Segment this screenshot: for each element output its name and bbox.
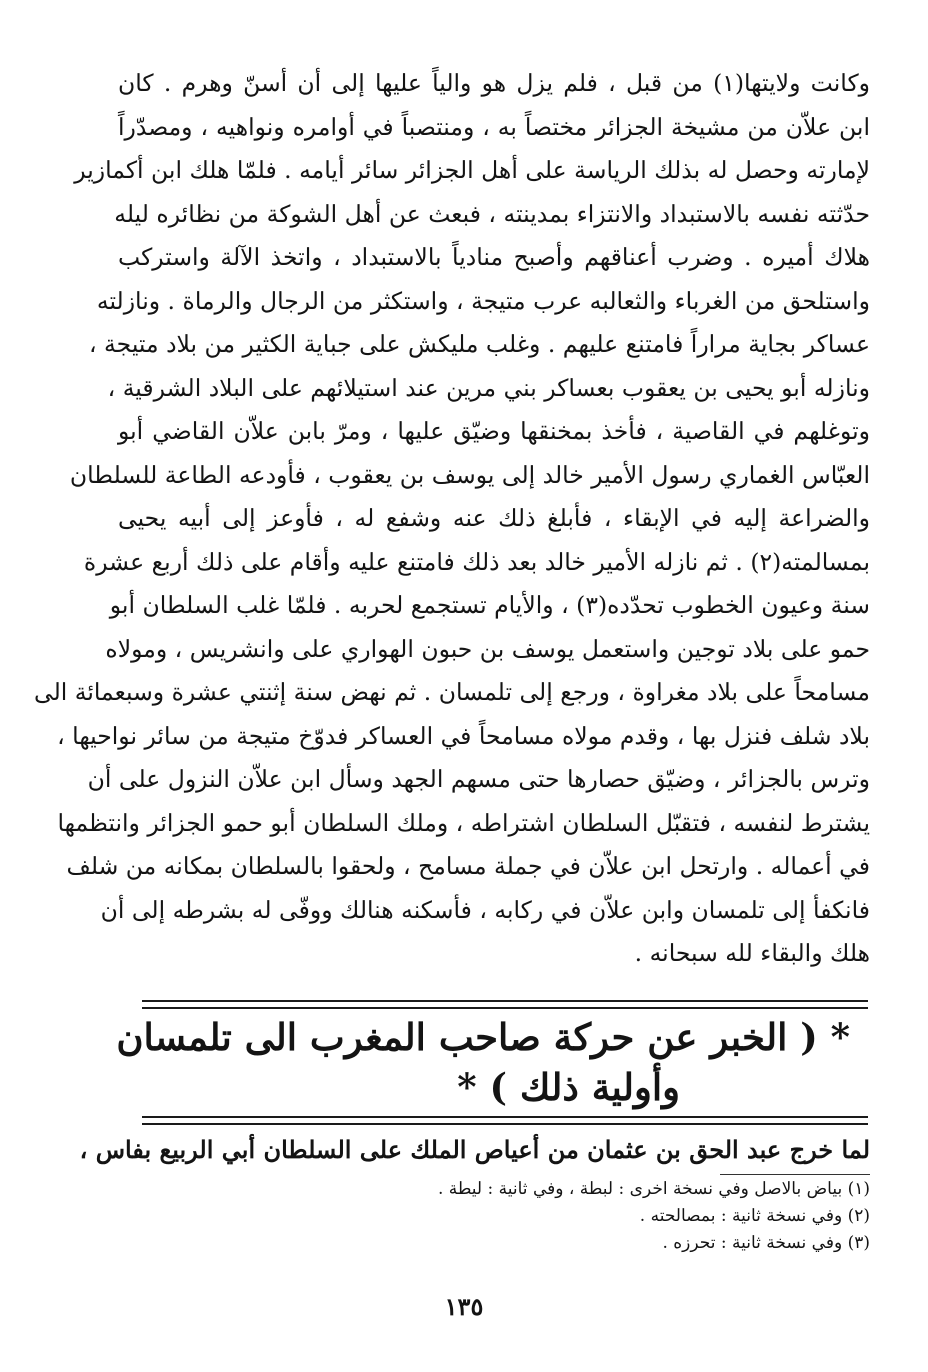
text-line: ونازله أبو يحيى بن يعقوب بعساكر بني مرين عند استيلائهم على البلاد الشرقية ، <box>107 373 870 402</box>
section-first-line: لما خرج عبد الحق بن عثمان من أعياص الملك على السلطان أبي الربيع بفاس ، <box>79 1135 870 1164</box>
text-line: عساكر بجاية مراراً فامتنع عليهم . وغلب مليكش على جباية الكثير من بلاد متيجة ، <box>89 330 870 358</box>
section-rule-bottom <box>142 1116 868 1125</box>
section-rule-top <box>142 1000 868 1009</box>
text-line: حدّثته نفسه بالاستبداد والانتزاء بمدينته ، فبعث عن أهل الشوكة من نظائره ليله <box>114 199 870 228</box>
footnote: (١) بياض بالاصل وفي نسخة اخرى : لبطة ، وفي ثانية : ليطة . <box>437 1179 870 1199</box>
footnotes <box>370 1176 870 1257</box>
text-line: واستلحق من الغرباء والثعالبه عرب متيجة ، واستكثر من الرجال والرماة . ونازلته <box>96 286 870 315</box>
footnote: (٣) وفي نسخة ثانية : تحرزه . <box>662 1233 870 1253</box>
text-line: بلاد شلف فنزل بها ، وقدم مولاه مسامحاً في العساكر فدوّخ متيجة من سائر نواحيها ، <box>57 721 870 750</box>
text-line: مسامحاً على بلاد مغراوة ، ورجع إلى تلمسان . ثم نهض سنة إثنتي عشرة وسبعمائة الى <box>34 678 870 706</box>
text-line: وكانت ولايتها(١) من قبل ، فلم يزل هو والياً عليها إلى أن أسنّ وهرم . كان <box>118 69 870 97</box>
section-heading-line-2: وأولية ذلك ) * <box>457 1065 680 1109</box>
footnote: (٢) وفي نسخة ثانية : بمصالحته . <box>639 1206 870 1226</box>
text-line: في أعماله . وارتحل ابن علاّن في جملة مسامح ، ولحقوا بالسلطان بمكانه من شلف <box>66 852 870 880</box>
text-line: ابن علاّن من مشيخة الجزائر مختصاً به ، ومنتصباً في أوامره ونواهيه ، ومصدّراً <box>118 112 870 141</box>
text-line: فانكفأ إلى تلمسان وابن علاّن في ركابه ، فأسكنه هنالك ووفّى له بشرطه إلى أن <box>100 895 870 924</box>
text-line: وترس بالجزائر ، وضيّق حصارها حتى مسهم الجهد وسأل ابن علاّن النزول على أن <box>87 765 870 793</box>
text-line: سنة وعيون الخطوب تحدّده(٣) ، والأيام تستجمع لحربه . فلمّا غلب السلطان أبو <box>109 591 870 619</box>
text-line: والضراعة إليه في الإبقاء ، فأبلغ ذلك عنه وشفع له ، فأوعز إلى أبيه يحيى <box>118 504 870 532</box>
text-line: وتوغلهم في القاصية ، فأخذ بمخنقها وضيّق عليها ، ومرّ بابن علاّن القاضي أبو <box>118 417 870 445</box>
text-line: بمسالمته(٢) . ثم نازله الأمير خالد بعد ذلك فامتنع عليه وأقام على ذلك أربع عشرة <box>83 547 870 576</box>
section-heading <box>116 1012 850 1112</box>
page-number: ١٣٥ <box>444 1292 484 1321</box>
text-line-last: هلك والبقاء لله سبحانه . <box>634 939 870 967</box>
text-line: يشترط لنفسه ، فتقبّل السلطان اشتراطه ، وملك السلطان أبو حمو الجزائر وانتظمها <box>57 808 870 837</box>
main-text <box>34 62 870 976</box>
text-line: هلاك أميره . وضرب أعناقهم وأصبح منادياً بالاستبداد ، واتخذ الآلة واستركب <box>118 243 870 271</box>
text-line: لإمارته وحصل له بذلك الرياسة على أهل الجزائر سائر أيامه . فلمّا هلك ابن أكمازير <box>74 156 870 184</box>
footnote-separator <box>720 1174 870 1175</box>
text-line: حمو على بلاد توجين واستعمل يوسف بن حبون الهواري على وانشريس ، ومولاه <box>105 634 870 663</box>
section-heading-line-1: * ( الخبر عن حركة صاحب المغرب الى تلمسان <box>116 1015 850 1059</box>
text-line: العبّاس الغماري رسول الأمير خالد إلى يوسف بن يعقوب ، فأودعه الطاعة للسلطان <box>69 460 870 489</box>
